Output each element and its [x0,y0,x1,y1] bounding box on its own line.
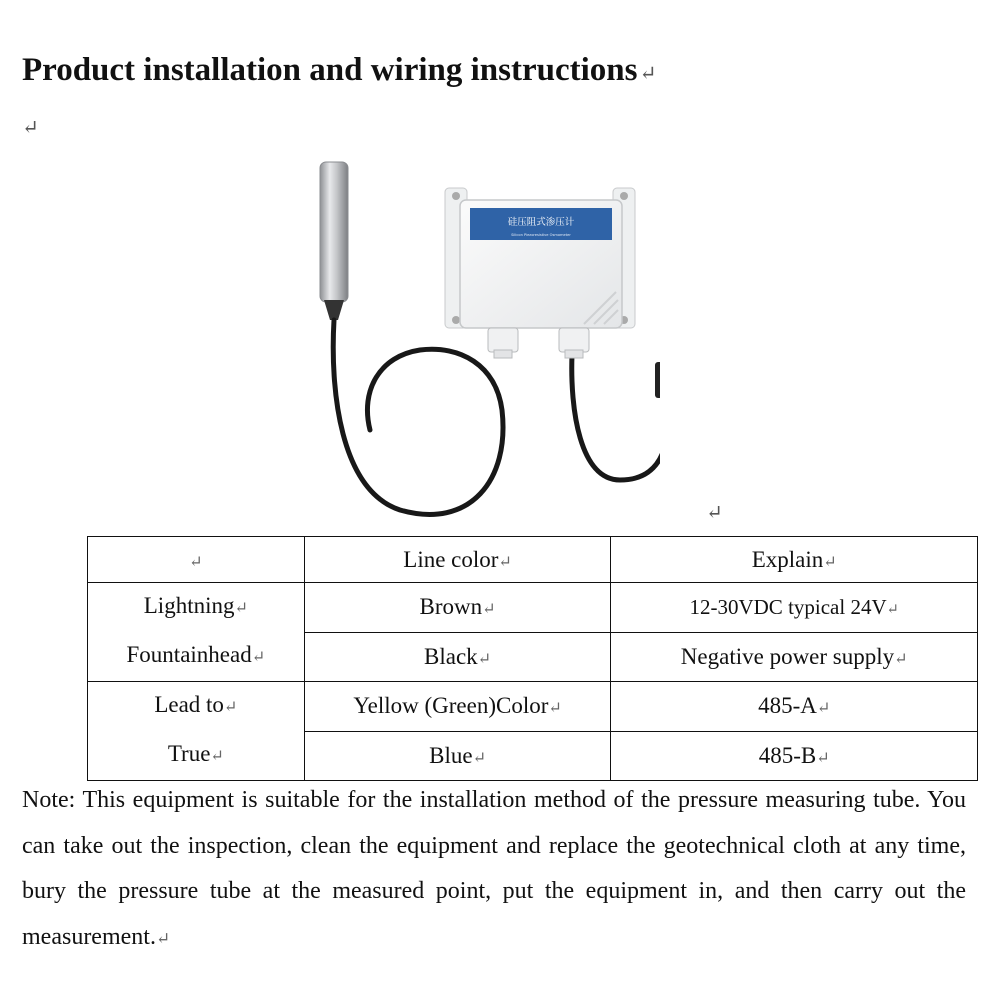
screw-icon [620,192,628,200]
paragraph-mark-icon: ↵ [816,749,830,767]
table-header-empty [88,537,305,583]
page-title-text: Product installation and wiring instructions [22,52,638,88]
line-color-cell: Yellow (Green)Color↵ [304,682,611,732]
paragraph-mark-icon: ↵ [816,700,831,718]
paragraph-mark-icon: ↵ [706,502,723,524]
paragraph-mark-icon: ↵ [210,748,224,765]
wiring-table [87,536,978,781]
paragraph-mark-icon: ↵ [894,650,908,668]
screw-icon [452,192,460,200]
table-row [88,583,978,633]
note-paragraph [22,778,966,961]
table-header-row [88,537,978,583]
paragraph-mark-icon: ↵ [155,928,171,948]
group-label-signal: Lead to↵ True↵ [88,682,305,781]
paragraph-mark-icon: ↵ [548,700,562,718]
explain-cell: 485-A↵ [611,682,978,732]
table-row [88,682,978,732]
note-text: Note: This equipment is suitable for the installation method of the pressure measuring tube. You can take out the inspection, clean the equipment and replace the geotechnical cloth at any time, bury the pressure tube at the measured point, put the equipment in, and then carry out the measurement. [22,787,966,950]
line-color-cell: Black↵ [304,632,611,682]
paragraph-mark-icon: ↵ [886,601,899,618]
probe-neck [324,300,344,320]
table-header-explain: Explain↵ [611,537,978,583]
paragraph-mark-icon: ↵ [234,600,248,617]
paragraph-mark-icon: ↵ [223,699,238,716]
cable-gland-right [559,328,589,352]
table-header-line-color: Line color↵ [304,537,611,583]
paragraph-mark-icon: ↵ [22,117,39,139]
line-color-cell: Blue↵ [304,731,611,781]
device-label-en: Silicon Piezoresistive Osmometer [511,233,571,237]
paragraph-mark-icon: ↵ [498,553,512,571]
paragraph-mark-icon: ↵ [251,649,266,666]
device-label-cn: 硅压阻式渗压计 [507,217,575,228]
page-title [22,52,657,89]
product-image [300,150,660,530]
connector-plug [655,362,660,398]
paragraph-mark-icon: ↵ [482,601,496,619]
line-color-cell: Brown↵ [304,583,611,633]
explain-cell: 12-30VDC typical 24V↵ [611,583,978,633]
output-cable [572,355,660,480]
probe-cable [333,320,503,514]
screw-icon [452,316,460,324]
group-label-power: Lightning↵ Fountainhead↵ [88,583,305,682]
cable-gland-left [488,328,518,352]
paragraph-mark-icon: ↵ [823,553,837,571]
explain-cell: 485-B↵ [611,731,978,781]
explain-cell: Negative power supply↵ [611,632,978,682]
probe-tube [320,162,348,302]
paragraph-mark-icon: ↵ [477,650,492,668]
paragraph-mark-icon: ↵ [472,749,487,767]
paragraph-mark-icon: ↵ [189,553,203,571]
paragraph-mark-icon: ↵ [639,63,657,85]
